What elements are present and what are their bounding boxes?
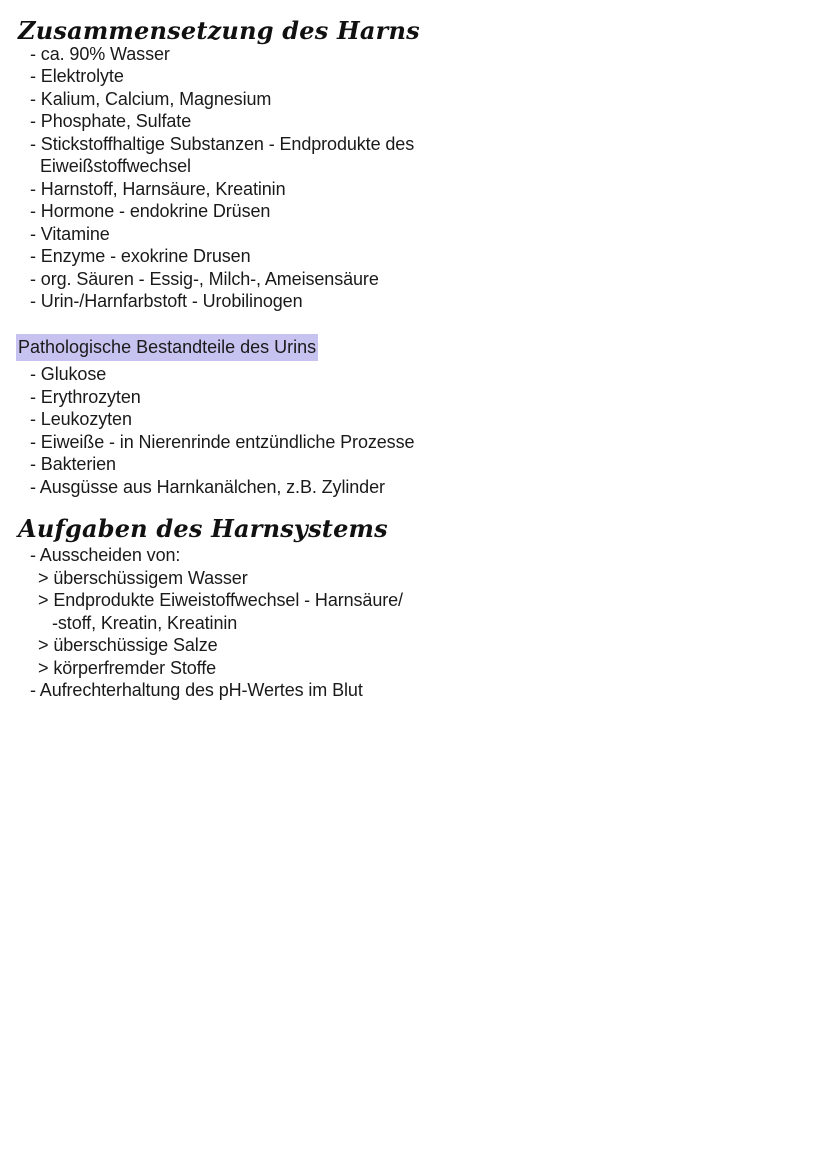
- list-item: - Ausgüsse aus Harnkanälchen, z.B. Zylinder: [30, 477, 385, 497]
- list-subitem-continuation: -stoff, Kreatin, Kreatinin: [52, 613, 238, 633]
- list-subitem: > überschüssigem Wasser: [38, 568, 248, 588]
- list-item: - Glukose: [30, 364, 107, 384]
- list-item: - Leukozyten: [30, 409, 132, 429]
- list-item: - Enzyme - exokrine Drusen: [30, 246, 251, 266]
- section-heading-pathologische-bestandteile: Pathologische Bestandteile des Urins: [16, 334, 318, 361]
- list-subitem: > körperfremder Stoffe: [38, 658, 217, 678]
- list-item: - Eiweiße - in Nierenrinde entzündliche Prozesse: [30, 432, 415, 452]
- list-item-continuation: Eiweißstoffwechsel: [40, 156, 191, 176]
- list-item: - Stickstoffhaltige Substanzen - Endprodukte des: [30, 134, 415, 154]
- list-item: - org. Säuren - Essig-, Milch-, Ameisensäure: [30, 269, 379, 289]
- list-item: - Urin-/Harnfarbstoft - Urobilinogen: [30, 291, 303, 311]
- list-item: - Erythrozyten: [30, 387, 141, 407]
- list-item: - Hormone - endokrine Drüsen: [30, 201, 271, 221]
- section-heading-zusammensetzung: Zusammensetzung des Harns: [18, 16, 420, 45]
- list-item: - Elektrolyte: [30, 66, 124, 86]
- list-item: - Vitamine: [30, 224, 110, 244]
- list-subitem: > Endprodukte Eiweistoffwechsel - Harnsäure/: [38, 590, 403, 610]
- list-item: - Phosphate, Sulfate: [30, 111, 192, 131]
- list-item: - Harnstoff, Harnsäure, Kreatinin: [30, 179, 286, 199]
- list-item: - Aufrechterhaltung des pH-Wertes im Blut: [30, 680, 363, 700]
- list-item: - Kalium, Calcium, Magnesium: [30, 89, 272, 109]
- list-subitem: > überschüssige Salze: [38, 635, 218, 655]
- list-item: - Bakterien: [30, 454, 116, 474]
- section-heading-aufgaben: Aufgaben des Harnsystems: [18, 514, 388, 543]
- list-item: - Ausscheiden von:: [30, 545, 181, 565]
- list-item: - ca. 90% Wasser: [30, 44, 170, 64]
